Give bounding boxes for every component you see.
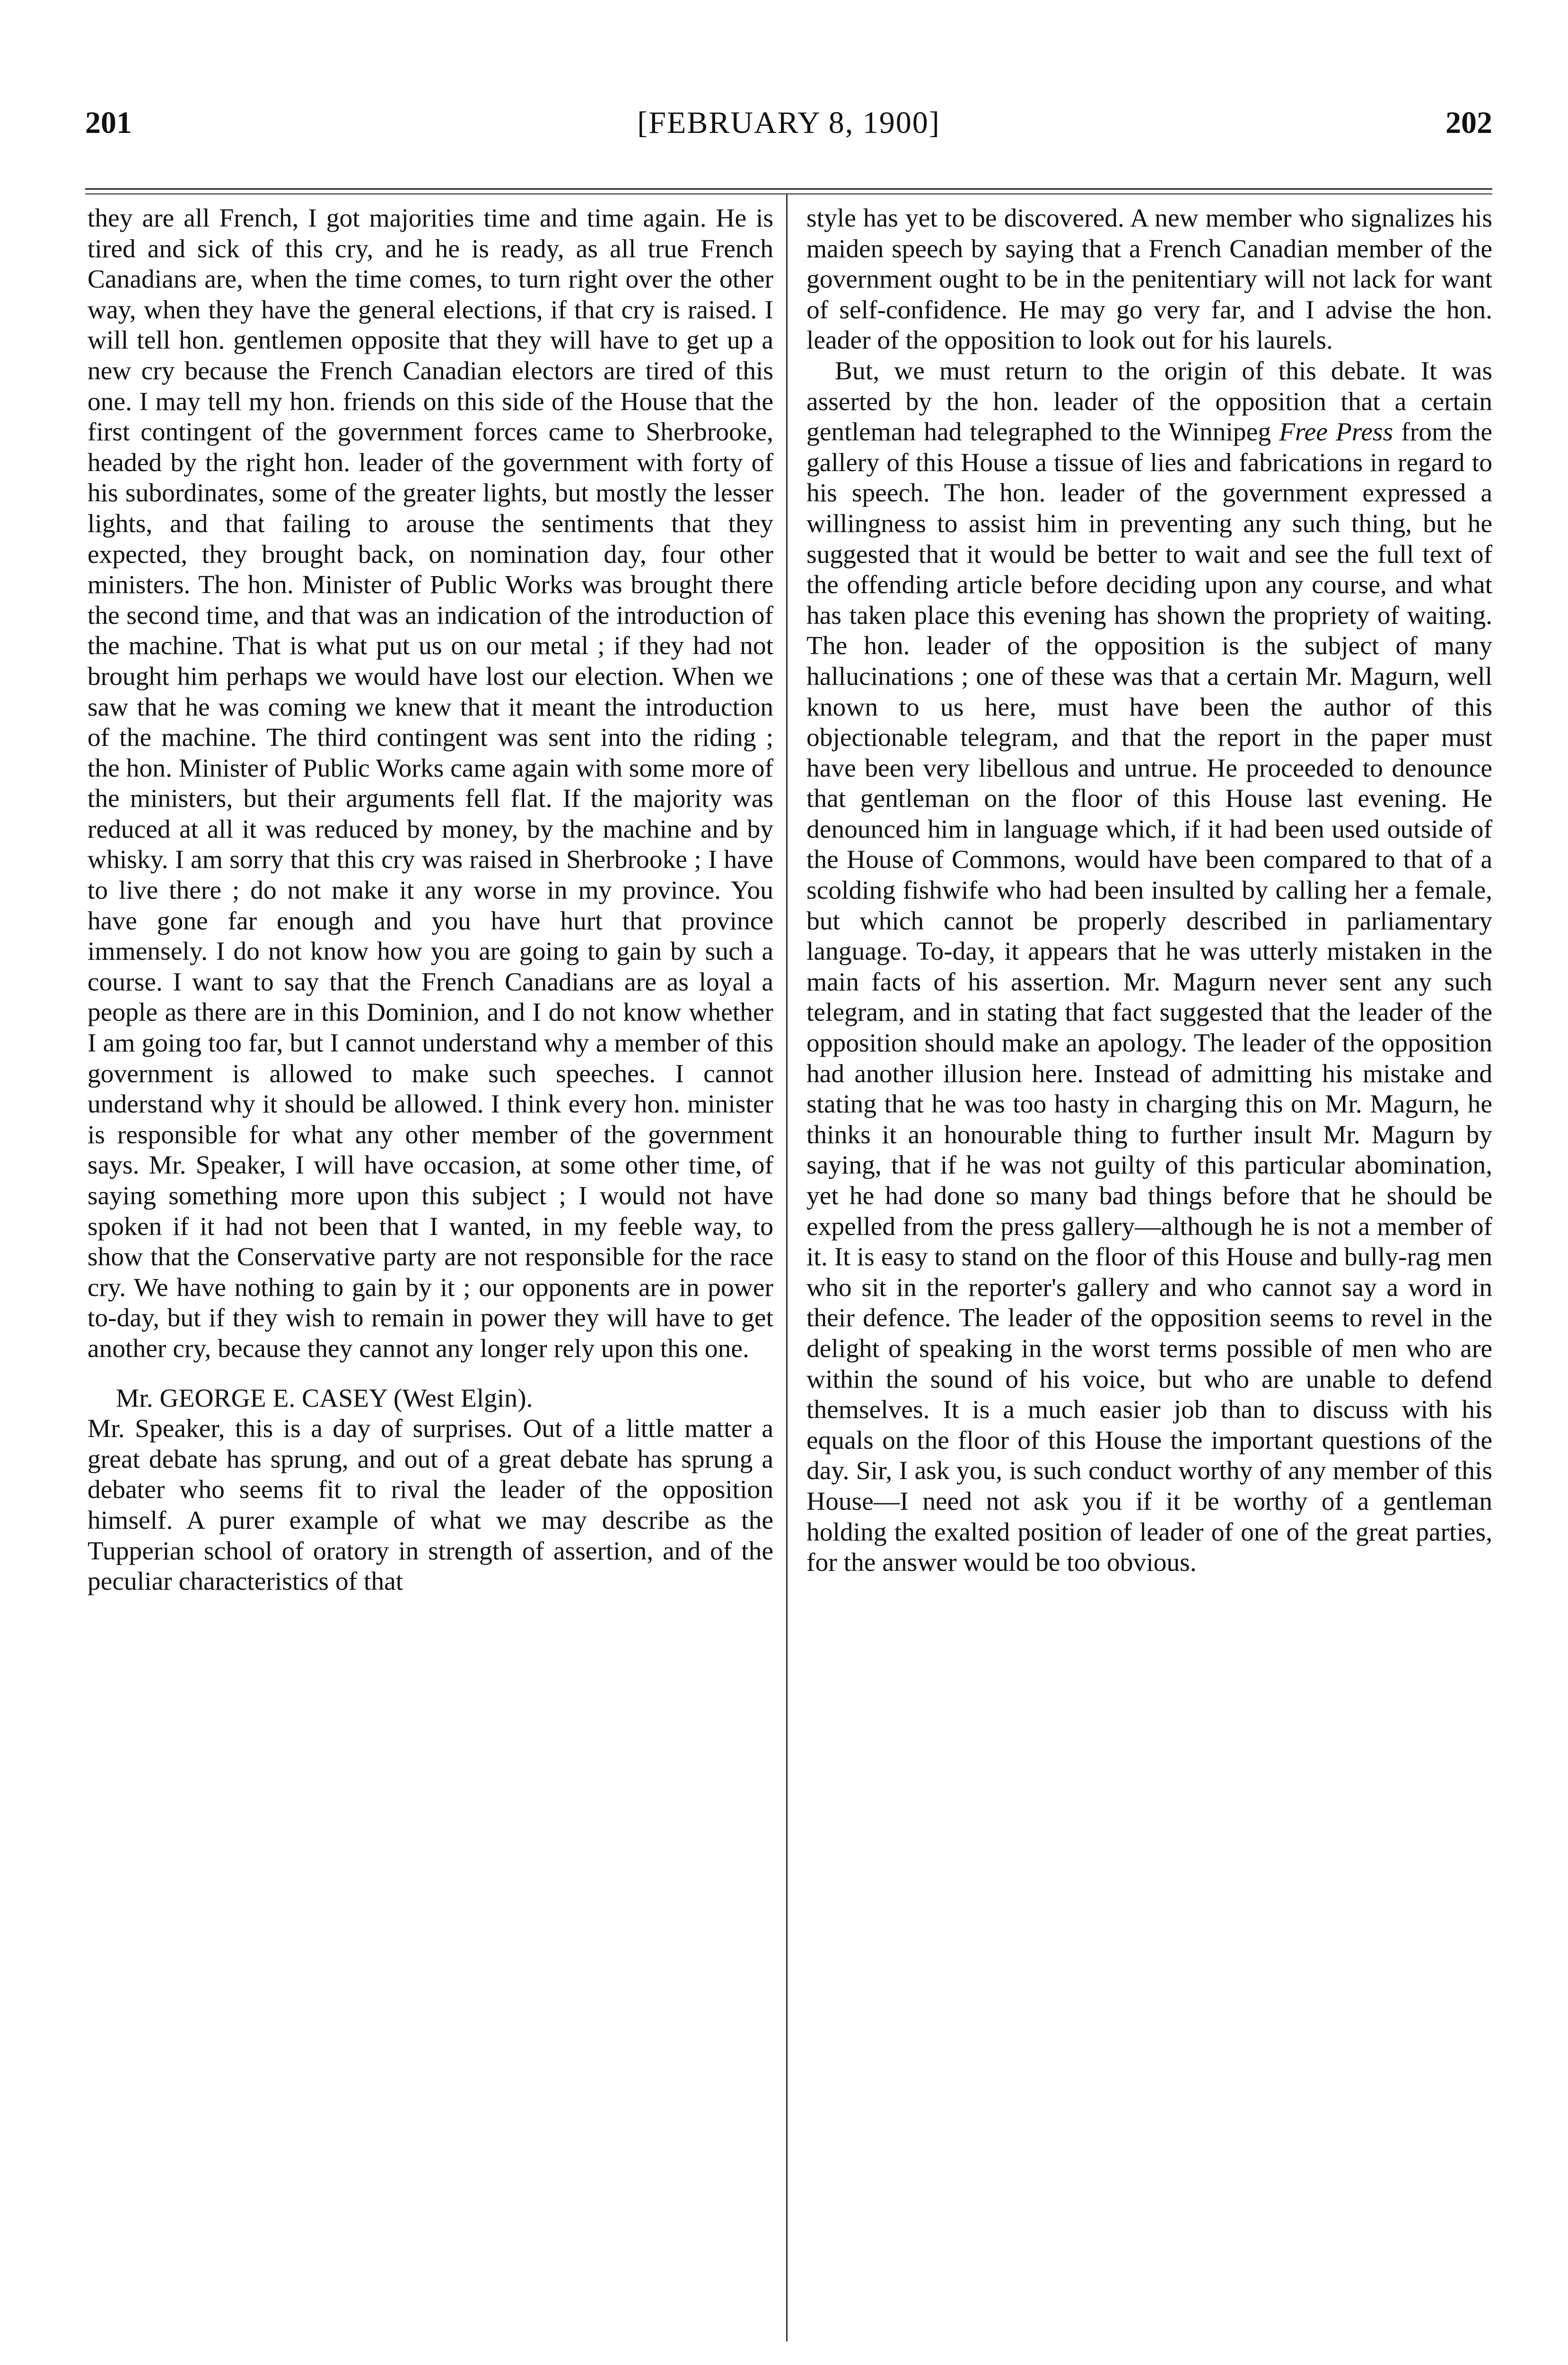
- page-number-right: 202: [1445, 105, 1492, 140]
- page-date: [FEBRUARY 8, 1900]: [637, 105, 940, 140]
- page-number-left: 201: [85, 105, 132, 140]
- right-column: [806, 203, 1492, 1578]
- right-paragraph-2-start: But, we must return to the origin of this debate. It was asserted by the hon. leader of the opposition that a certain gentleman had telegraphed to the Winnipeg: [806, 356, 1492, 447]
- right-paragraph-1: style has yet to be discovered. A new member who signalizes his maiden speech by saying that a French Canadian member of the government ought to be in the penitentiary will not lack for want of self-confidence. He may go very far, and I advise the hon. leader of the opposition to look out for his laurels.: [806, 204, 1492, 355]
- column-divider: [786, 194, 788, 2341]
- left-paragraph-1: they are all French, I got majorities time and time again. He is tired and sick of this cry, and he is ready, as all true French Canadians are, when the time comes, to turn right over the other way, when they have the general elections, if that cry is raised. I will tell hon. gentlemen opposite that they will have to get up a new cry because the French Canadian electors are tired of this one. I may tell my hon. friends on this side of the House that the first contingent of the government forces came to Sherbrooke, headed by the right hon. leader of the government with forty of his subordinates, some of the greater lights, but mostly the lesser lights, and that failing to arouse the sentiments that they expected, they brought back, on nomination day, four other ministers. The hon. Minister of Public Works was brought there the second time, and that was an indication of the introduction of the machine. That is what put us on our metal ; if they had not brought him perhaps we would have lost our election. When we saw that he was coming we knew that it meant the introduction of the machine. The third contingent was sent into the riding ; the hon. Minister of Public Works came again with some more of the ministers, but their arguments fell flat. If the majority was reduced at all it was reduced by money, by the machine and by whisky. I am sorry that this cry was raised in Sherbrooke ; I have to live there ; do not make it any worse in my province. You have gone far enough and you have hurt that province immensely. I do not know how you are going to gain by such a course. I want to say that the French Canadians are as loyal a people as there are in this Dominion, and I do not know whether I am going too far, but I cannot understand why a member of this government is allowed to make such speeches. I cannot understand why it should be allowed. I think every hon. minister is responsible for what any other member of the government says. Mr. Speaker, I will have occasion, at some other time, of saying something more upon this subject ; I would not have spoken if it had not been that I wanted, in my feeble way, to show that the Conservative party are not responsible for the race cry. We have nothing to gain by it ; our opponents are in power to-day, but if they wish to remain in power they will have to get another cry, because they cannot any longer rely upon this one.: [88, 204, 773, 1363]
- page-header: [85, 105, 1492, 148]
- header-rule: [85, 188, 1492, 194]
- left-column: [88, 203, 773, 1597]
- newspaper-title: Free Press: [1279, 418, 1393, 447]
- speaker-heading: Mr. GEORGE E. CASEY (West Elgin).: [116, 1384, 533, 1413]
- right-paragraph-2: [806, 356, 1492, 1578]
- left-paragraph-2: Mr. Speaker, this is a day of surprises. Out of a little matter a great debate has sprung, and out of a great debate has sprung a debater who seems fit to rival the leader of the opposition himself. A purer example of what we may describe as the Tupperian school of oratory in strength of assertion, and of the peculiar characteristics of that: [88, 1414, 773, 1596]
- right-paragraph-2-rest: from the gallery of this House a tissue of lies and fabrications in regard to his speech. The hon. leader of the government expressed a willingness to assist him in preventing any such thing, but he suggested that it would be better to wait and see the full text of the offending article before deciding upon any course, and what has taken place this evening has shown the propriety of waiting. The hon. leader of the opposition is the subject of many hallucinations ; one of these was that a certain Mr. Magurn, well known to us here, must have been the author of this objectionable telegram, and that the report in the paper must have been very libellous and untrue. He proceeded to denounce that gentleman on the floor of this House last evening. He denounced him in language which, if it had been used outside of the House of Commons, would have been compared to that of a scolding fishwife who had been insulted by calling her a female, but which cannot be properly described in parliamentary language. To-day, it appears that he was utterly mistaken in the main facts of his assertion. Mr. Magurn never sent any such telegram, and in stating that fact suggested that the leader of the opposition should make an apology. The leader of the opposition had another illusion here. Instead of admitting his mistake and stating that he was too hasty in charging this on Mr. Magurn, he thinks it an honourable thing to further insult Mr. Magurn by saying, that if he was not guilty of this particular abomination, yet he had done so many bad things before that he should be expelled from the press gallery—although he is not a member of it. It is easy to stand on the floor of this House and bully-rag men who sit in the reporter's gallery and who cannot say a word in their defence. The leader of the opposition seems to revel in the delight of speaking in the worst terms possible of men who are within the sound of his voice, but who are unable to defend themselves. It is a much easier job than to discuss with his equals on the floor of this House the important questions of the day. Sir, I ask you, is such conduct worthy of any member of this House—I need not ask you if it be worthy of a gentleman holding the exalted position of leader of one of the great parties, for the answer would be too obvious.: [806, 418, 1492, 1577]
